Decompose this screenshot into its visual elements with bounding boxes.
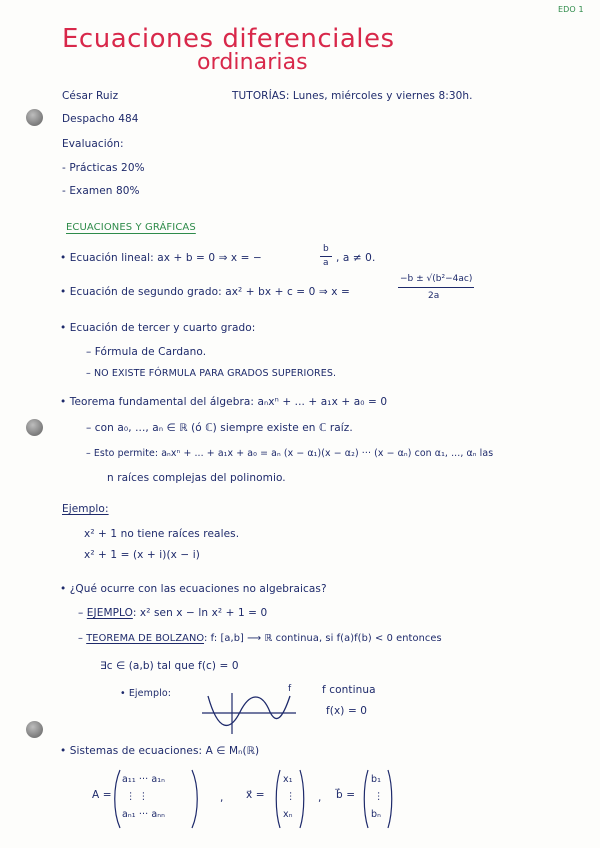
- example-prefix: –: [78, 607, 87, 619]
- evaluation-item: - Prácticas 20%: [62, 162, 145, 174]
- vector-x-row: xₙ: [283, 809, 293, 820]
- right-paren-icon: [190, 768, 200, 830]
- vector-x-label: x⃗ =: [246, 789, 265, 801]
- separator: ,: [220, 792, 224, 804]
- vector-x-row: ⋮: [286, 791, 296, 802]
- example-line: x² + 1 = (x + i)(x − i): [84, 549, 200, 561]
- linear-equation: • Ecuación lineal: ax + b = 0 ⇒ x = −: [60, 252, 262, 264]
- right-paren-icon: [298, 768, 306, 830]
- quadratic-denominator: 2a: [428, 291, 440, 301]
- fraction-numerator: b: [323, 244, 329, 254]
- evaluation-item: - Examen 80%: [62, 185, 140, 197]
- vector-b-label: b⃗ =: [336, 789, 356, 801]
- example-line: x² + 1 no tiene raíces reales.: [84, 528, 240, 540]
- evaluation-label: Evaluación:: [62, 138, 124, 150]
- no-formula-note: – NO EXISTE FÓRMULA PARA GRADOS SUPERIORES.: [86, 368, 337, 379]
- fraction-bar: [320, 256, 332, 257]
- binder-hole: [26, 419, 43, 436]
- tutorials-schedule: TUTORÍAS: Lunes, miércoles y viernes 8:30h.: [232, 90, 473, 102]
- vector-b-row: bₙ: [371, 809, 382, 820]
- matrix-a-row: a₁₁ ··· a₁ₙ: [122, 774, 166, 785]
- vector-x-row: x₁: [283, 774, 293, 785]
- graph-note: f(x) = 0: [326, 705, 368, 717]
- right-paren-icon: [386, 768, 394, 830]
- binder-hole: [26, 721, 43, 738]
- nonalgebraic-question: • ¿Qué ocurre con las ecuaciones no algebraicas?: [60, 583, 327, 595]
- page-number: EDO 1: [558, 5, 584, 14]
- bolzano-conclusion: ∃c ∈ (a,b) tal que f(c) = 0: [100, 660, 239, 672]
- example-word: EJEMPLO: [86, 607, 133, 619]
- matrix-a-label: A =: [92, 789, 112, 801]
- vector-b-row: ⋮: [374, 791, 384, 802]
- page-title: Ecuaciones diferenciales: [62, 24, 395, 54]
- fraction-bar: [398, 287, 474, 288]
- factorization-continued: n raíces complejas del polinomio.: [107, 472, 286, 484]
- vector-b-row: b₁: [371, 774, 382, 785]
- systems-of-equations: • Sistemas de ecuaciones: A ∈ Mₙ(ℝ): [60, 745, 260, 757]
- bolzano-prefix: –: [78, 633, 87, 644]
- bolzano-statement: : f: [a,b] ⟶ ℝ continua, si f(a)f(b) < 0 entonces: [204, 633, 442, 644]
- quadratic-equation: • Ecuación de segundo grado: ax² + bx + c = 0 ⇒ x =: [60, 286, 350, 298]
- bolzano-theorem: [78, 633, 442, 644]
- matrix-a-row: ⋮ ⋮: [126, 791, 149, 802]
- graph-function-label: f: [288, 684, 292, 694]
- cubic-quartic-equation: • Ecuación de tercer y cuarto grado:: [60, 322, 256, 334]
- example-formula: : x² sen x − ln x² + 1 = 0: [132, 607, 268, 619]
- page-subtitle: ordinarias: [197, 50, 308, 75]
- graph-note: f continua: [322, 684, 376, 696]
- fundamental-theorem: • Teorema fundamental del álgebra: aₙxⁿ + ... + a₁x + a₀ = 0: [60, 396, 388, 408]
- teacher-name: César Ruiz: [62, 90, 119, 102]
- example-small-label: • Ejemplo:: [120, 688, 172, 699]
- bolzano-word: TEOREMA DE BOLZANO: [86, 633, 205, 644]
- office-number: Despacho 484: [62, 113, 139, 125]
- separator: ,: [318, 792, 322, 804]
- section-title: ECUACIONES Y GRÁFICAS: [66, 222, 196, 233]
- example-label: Ejemplo:: [62, 503, 109, 515]
- left-paren-icon: [274, 768, 282, 830]
- linear-condition: , a ≠ 0.: [336, 252, 376, 264]
- bolzano-sketch: [200, 690, 300, 736]
- fraction-denominator: a: [323, 258, 329, 268]
- matrix-a-row: aₙ₁ ··· aₙₙ: [122, 809, 166, 820]
- cardano-formula: – Fórmula de Cardano.: [86, 346, 207, 358]
- quadratic-numerator: −b ± √(b²−4ac): [400, 274, 473, 284]
- binder-hole: [26, 109, 43, 126]
- example-equation: [78, 607, 267, 619]
- left-paren-icon: [112, 768, 122, 830]
- factorization: – Esto permite: aₙxⁿ + ... + a₁x + a₀ = aₙ (x − α₁)(x − α₂) ··· (x − αₙ) con α₁, ..., αₙ las: [86, 448, 494, 459]
- left-paren-icon: [362, 768, 370, 830]
- coefficients-note: – con a₀, ..., aₙ ∈ ℝ (ó ℂ) siempre existe en ℂ raíz.: [86, 422, 353, 434]
